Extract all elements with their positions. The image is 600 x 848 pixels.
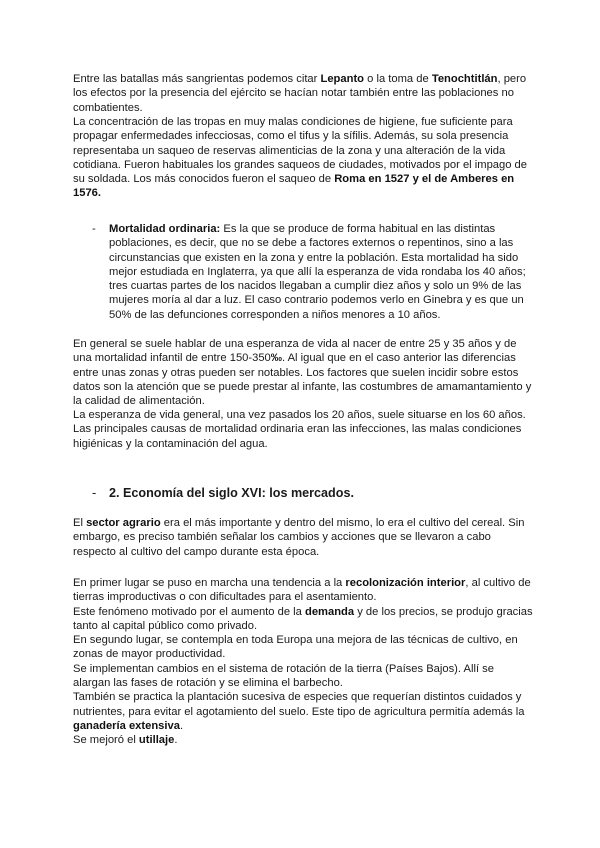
bold-run: demanda bbox=[304, 605, 355, 618]
paragraph-text bbox=[73, 576, 533, 605]
section-heading: 2. Economía del siglo XVI: los mercados. bbox=[109, 486, 354, 500]
text-run: Es la que se produce de forma habitual en las distintas poblaciones, es decir, que no se debe a factores externos o repentinos, sino a las circunstancias que existen en la zona y entre la población. Esta mortalidad ha sido mejor estudiada en Inglaterra, ya que allí la esperanza de vida rondaba los 40 años; tres cuartas partes de los nacidos llegaban a cumplir diez años y solo un 9% de las mujeres moría al dar a luz. El caso contrario podemos verlo en Ginebra y es que un 50% de las defunciones corresponden a niños menores a 10 años. bbox=[109, 223, 526, 321]
text-run: . bbox=[174, 734, 178, 747]
text-run: Se mejoró el bbox=[73, 734, 139, 747]
text-run: . bbox=[179, 719, 184, 732]
paragraph-agrarian-sector bbox=[73, 516, 533, 559]
paragraph-text: En segundo lugar, se contempla en toda Europa una mejora de las técnicas de cultivo, en zonas de mayor productividad. bbox=[73, 634, 518, 661]
bold-run: recolonización interior bbox=[345, 577, 466, 589]
bold-run: ganadería extensiva bbox=[73, 719, 180, 732]
text-run: , al cultivo de tierras improductivas o con dificultades para el asentamiento. bbox=[73, 577, 531, 604]
text-run: Este fenómeno motivado por el aumento de la bbox=[73, 605, 305, 618]
paragraph-battles bbox=[73, 72, 533, 115]
bold-run: Lepanto bbox=[320, 73, 365, 85]
text-run: . Al igual que en el caso anterior las diferencias entre unas zonas y otras pueden ser notables. Los factores que suelen incidir sobre estos datos son la atención que se puede prestar al infante, las costumbres de amamantamiento y la calidad de alimentación. bbox=[73, 352, 532, 408]
text-run: En general se suele hablar de una esperanza de vida al nacer de entre 25 y 35 años y de una mortalidad infantil de entre 150-350 bbox=[73, 338, 517, 365]
paragraph-text bbox=[109, 222, 529, 322]
paragraph-life-expectancy bbox=[73, 337, 533, 408]
paragraph-text bbox=[73, 605, 533, 634]
text-run: Entre las batallas más sangrientas podemos citar bbox=[73, 73, 321, 85]
bold-run: utillaje bbox=[138, 734, 175, 747]
bold-run: Tenochtitlán bbox=[431, 73, 498, 85]
paragraph-recolonization bbox=[73, 576, 533, 748]
text-run: o la toma de bbox=[364, 73, 432, 85]
text-run: y de los precios, se produjo gracias tanto al capital público como privado. bbox=[73, 605, 533, 632]
text-run: El bbox=[73, 517, 87, 529]
paragraph-text bbox=[73, 690, 533, 733]
paragraph-text bbox=[73, 115, 533, 201]
text-run: En primer lugar se puso en marcha una tendencia a la bbox=[73, 577, 346, 589]
bold-run: ‰ bbox=[270, 352, 282, 365]
text-run: También se practica la plantación sucesiva de especies que requerían distintos cuidados y nutrientes, para evitar el agotamiento del suelo. Este tipo de agricultura permitía además la bbox=[73, 691, 525, 718]
text-run: era el más importante y dentro del mismo, lo era el cultivo del cereal. Sin embargo, es preciso también señalar los cambios y acciones que se llevaron a cabo respecto al cultivo del campo durante esta época. bbox=[73, 517, 525, 558]
paragraph-troops bbox=[73, 115, 533, 201]
text-run: La concentración de las tropas en muy malas condiciones de higiene, fue suficiente para propagar enfermedades infecciosas, como el tifus y la sífilis. Además, su sola presencia representaba un saqueo de reservas alimenticias de la zona y una alteración de la vida cotidiana. Fueron habituales los grandes saqueos de ciudades, motivados por el impago de su soldada. Los más conocidos fueron el saqueo de bbox=[73, 116, 528, 186]
bold-run: Mortalidad ordinaria: bbox=[109, 223, 221, 235]
bold-run: sector agrario bbox=[86, 517, 161, 529]
paragraph-text bbox=[73, 516, 533, 559]
paragraph-text bbox=[73, 733, 533, 747]
text-run: , pero los efectos por la presencia del ejército se hacían notar también entre las poblaciones no combatientes. bbox=[73, 73, 527, 114]
bullet-mortalidad-ordinaria bbox=[109, 222, 529, 322]
bullet-marker: - bbox=[92, 223, 96, 235]
paragraph-text: La esperanza de vida general, una vez pasados los 20 años, suele situarse en los 60 años. Las principales causas de mortalidad ordinaria eran las infecciones, las malas condiciones higiénicas y la contaminación del agua. bbox=[73, 409, 526, 450]
paragraph-general-life-expectancy bbox=[73, 408, 533, 451]
paragraph-text bbox=[73, 72, 533, 115]
bold-run: Roma en 1527 y el de Amberes en 1576. bbox=[73, 173, 515, 200]
paragraph-text bbox=[73, 337, 533, 408]
heading-marker: - bbox=[92, 486, 97, 500]
paragraph-text: Se implementan cambios en el sistema de rotación de la tierra (Países Bajos). Allí se alargan las fases de rotación y se elimina el barbecho. bbox=[73, 662, 494, 690]
